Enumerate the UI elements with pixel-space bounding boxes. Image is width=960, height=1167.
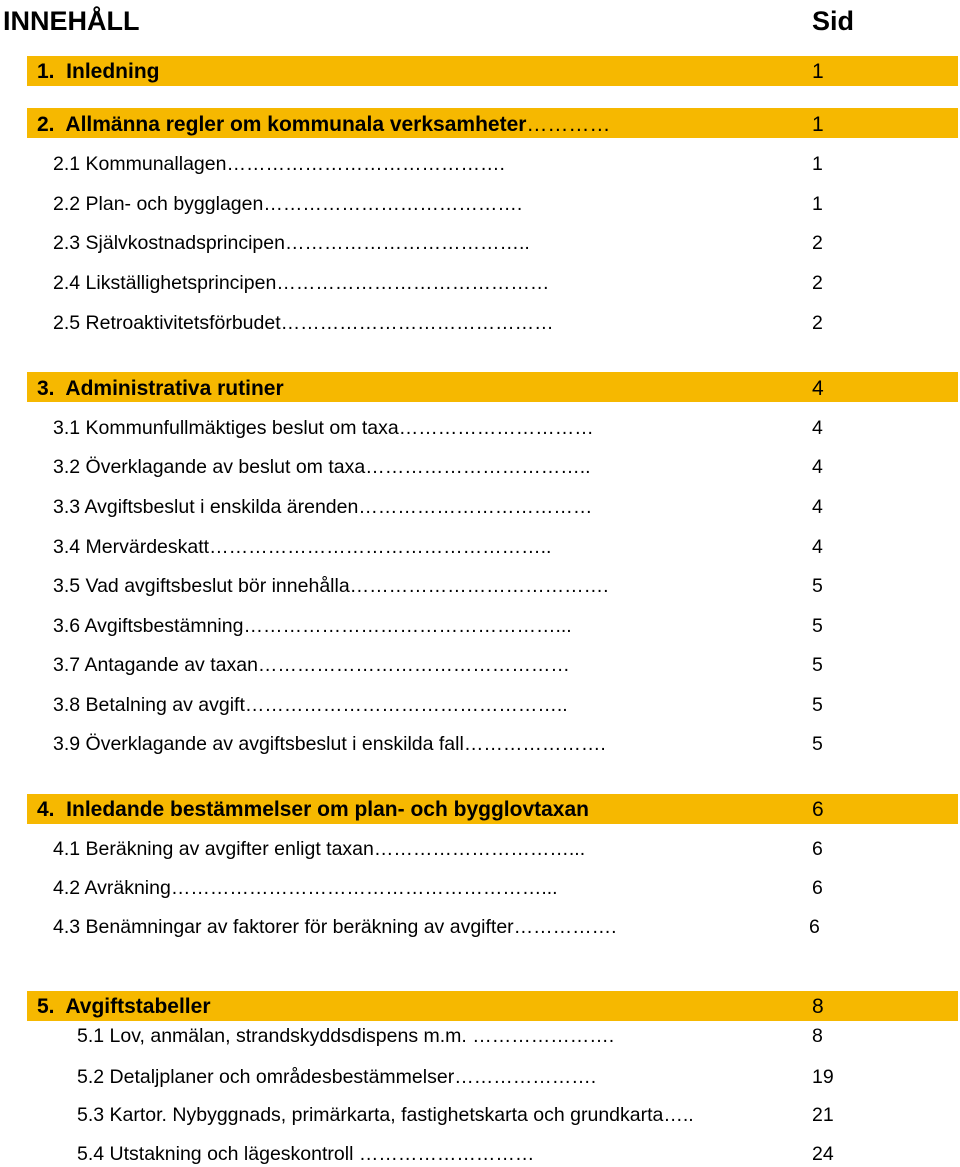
dot-leader: …………………………………… [276, 272, 550, 294]
toc-entry-text: 4.1 Beräkning av avgifter enligt taxan [53, 838, 374, 860]
section-page-number: 8 [812, 995, 824, 1018]
toc-entry-page: 6 [812, 877, 823, 899]
toc-entry-text: 3.2 Överklagande av beslut om taxa [53, 456, 366, 478]
toc-entry-page: 5 [812, 575, 823, 597]
dot-leader: ……………. [513, 916, 617, 938]
toc-entry [53, 314, 554, 334]
dot-leader: …………………………………. [349, 575, 609, 597]
dot-leader: …………………. [454, 1066, 597, 1088]
page-column-label: Sid [812, 6, 855, 36]
toc-entry-text: 5.4 Utstakning och lägeskontroll [77, 1143, 359, 1165]
toc-entry [53, 918, 617, 938]
toc-entry [53, 617, 572, 637]
toc-entry-page: 1 [812, 193, 823, 215]
dot-leader: …………………………………… [280, 312, 554, 334]
section-page-number: 4 [812, 377, 824, 400]
toc-entry-text: 3.5 Vad avgiftsbeslut bör innehålla [53, 575, 350, 597]
toc-entry-text: 5.2 Detaljplaner och områdesbestämmelser [77, 1066, 455, 1088]
section-title-text: 2. Allmänna regler om kommunala verksamheter [37, 113, 527, 136]
toc-entry-text: 2.1 Kommunallagen [53, 153, 227, 175]
toc-entry-page: 6 [812, 838, 823, 860]
toc-entry-page: 2 [812, 272, 823, 294]
toc-entry [53, 274, 549, 294]
toc-entry [53, 538, 551, 558]
toc-entry [53, 879, 558, 899]
toc-entry-text: 3.9 Överklagande av avgiftsbeslut i enskilda fall [53, 733, 464, 755]
toc-entry [77, 1068, 596, 1088]
toc-entry-page: 5 [812, 733, 823, 755]
dot-leader: ……………………………….. [284, 232, 530, 254]
toc-entry [77, 1145, 534, 1165]
toc-entry [53, 840, 585, 860]
section-page-number: 1 [812, 60, 824, 83]
toc-entry-text: 3.4 Mervärdeskatt [53, 536, 210, 558]
section-title: 1. Inledning [37, 60, 160, 83]
dot-leader: …………………………………………………... [170, 877, 558, 899]
toc-entry-text: 2.2 Plan- och bygglagen [53, 193, 264, 215]
toc-entry-page: 4 [812, 536, 823, 558]
toc-entry [53, 419, 594, 439]
toc-entry-page: 4 [812, 496, 823, 518]
dot-leader: ….. [663, 1104, 694, 1126]
toc-entry-page: 2 [812, 312, 823, 334]
section-page-number: 6 [812, 798, 824, 821]
toc-entry [53, 696, 568, 716]
toc-entry-text: 5.1 Lov, anmälan, strandskyddsdispens m.m. [77, 1025, 473, 1047]
toc-entry [53, 735, 606, 755]
section-title: 4. Inledande bestämmelser om plan- och bygglovtaxan [37, 798, 589, 821]
toc-entry-page: 2 [812, 232, 823, 254]
section-title [37, 114, 610, 135]
toc-entry-page: 4 [812, 456, 823, 478]
toc-entry-text: 2.4 Likställighetsprincipen [53, 272, 277, 294]
toc-entry [77, 1027, 614, 1047]
dot-leader: ……………………………… [358, 496, 593, 518]
toc-entry [53, 234, 530, 254]
toc-entry [53, 577, 609, 597]
dot-leader: ……………………… [358, 1143, 535, 1165]
toc-entry-text: 3.3 Avgiftsbeslut i enskilda ärenden [53, 496, 359, 518]
toc-entry-page: 4 [812, 417, 823, 439]
toc-entry-page: 5 [812, 654, 823, 676]
dot-leader: ……………………………………. [226, 153, 505, 175]
dot-leader: …………………………………………... [243, 615, 572, 637]
toc-entry-page: 6 [809, 916, 820, 938]
toc-entry-text: 3.6 Avgiftsbestämning [53, 615, 244, 637]
dot-leader: ………………………… [398, 417, 594, 439]
toc-entry [77, 1106, 694, 1126]
section-title: 5. Avgiftstabeller [37, 995, 211, 1018]
toc-entry-text: 4.2 Avräkning [53, 877, 171, 899]
toc-entry [53, 458, 591, 478]
toc-entry-text: 3.8 Betalning av avgift [53, 694, 245, 716]
toc-entry-page: 5 [812, 694, 823, 716]
toc-entry-page: 24 [812, 1143, 834, 1165]
toc-entry [53, 656, 570, 676]
dot-leader: ………… [526, 113, 611, 136]
dot-leader: …………………. [472, 1025, 615, 1047]
toc-entry-text: 3.1 Kommunfullmäktiges beslut om taxa [53, 417, 399, 439]
dot-leader: …………………………….. [365, 456, 591, 478]
toc-entry [53, 498, 592, 518]
toc-entry-page: 5 [812, 615, 823, 637]
toc-entry-page: 19 [812, 1066, 834, 1088]
toc-entry [53, 155, 505, 175]
dot-leader: ………………………………………….. [244, 694, 568, 716]
toc-entry-text: 3.7 Antagande av taxan [53, 654, 258, 676]
toc-title: INNEHÅLL [3, 6, 140, 36]
toc-entry-page: 21 [812, 1104, 834, 1126]
toc-entry-page: 1 [812, 153, 823, 175]
section-title: 3. Administrativa rutiner [37, 377, 284, 400]
toc-entry-text: 5.3 Kartor. Nybyggnads, primärkarta, fastighetskarta och grundkarta [77, 1104, 664, 1126]
section-page-number: 1 [812, 113, 824, 136]
toc-entry-page: 8 [812, 1025, 823, 1047]
dot-leader: …………………………………. [263, 193, 523, 215]
dot-leader: ………………………………………… [257, 654, 570, 676]
toc-entry [53, 195, 522, 215]
toc-entry-text: 2.3 Självkostnadsprincipen [53, 232, 285, 254]
toc-entry-text: 2.5 Retroaktivitetsförbudet [53, 312, 281, 334]
dot-leader: …………………………... [373, 838, 586, 860]
dot-leader: …………………. [463, 733, 606, 755]
dot-leader: …………………………………………….. [209, 536, 552, 558]
toc-entry-text: 4.3 Benämningar av faktorer för beräkning av avgifter [53, 916, 514, 938]
